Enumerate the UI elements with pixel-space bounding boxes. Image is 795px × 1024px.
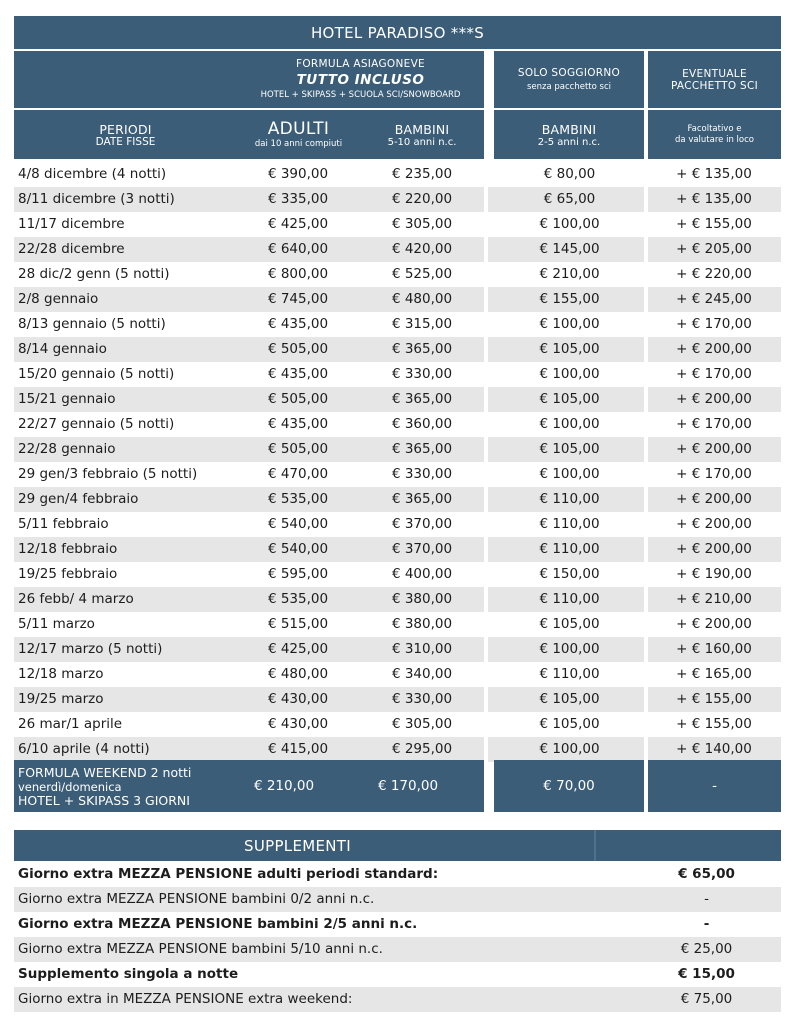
table-row bbox=[14, 262, 781, 287]
pacchetto-price: + € 200,00 bbox=[676, 341, 752, 357]
bambini-price: € 340,00 bbox=[391, 666, 453, 682]
bambini-solo-price: € 150,00 bbox=[539, 566, 600, 582]
weekend-bambini: € 170,00 bbox=[377, 778, 439, 794]
table-row bbox=[14, 612, 781, 637]
adulti-price: € 640,00 bbox=[267, 241, 329, 257]
adulti-price: € 745,00 bbox=[267, 291, 329, 307]
col-adulti-label: ADULTI bbox=[267, 119, 330, 139]
pacchetto-price: + € 170,00 bbox=[676, 466, 752, 482]
col-periodi-sub: DATE FISSE bbox=[95, 135, 156, 148]
pacchetto-price: + € 155,00 bbox=[676, 716, 752, 732]
pacchetto-price: + € 210,00 bbox=[676, 591, 752, 607]
period-cell: 28 dic/2 genn (5 notti) bbox=[18, 266, 170, 282]
adulti-price: € 435,00 bbox=[267, 316, 329, 332]
supplementi-divider bbox=[594, 830, 596, 861]
col-bambini bbox=[360, 110, 484, 159]
bambini-solo-price: € 100,00 bbox=[539, 216, 600, 232]
period-cell: 29 gen/3 febbraio (5 notti) bbox=[18, 466, 198, 482]
pacchetto-price: + € 170,00 bbox=[676, 316, 752, 332]
adulti-price: € 505,00 bbox=[267, 341, 329, 357]
bambini-price: € 370,00 bbox=[391, 516, 453, 532]
table-row bbox=[14, 187, 781, 212]
pacchetto-price: + € 140,00 bbox=[676, 741, 752, 757]
bambini-solo-price: € 105,00 bbox=[539, 616, 600, 632]
period-cell: 11/17 dicembre bbox=[18, 216, 125, 232]
table-row bbox=[14, 287, 781, 312]
col-bambini-solo bbox=[494, 110, 644, 159]
supplemento-label: Giorno extra MEZZA PENSIONE adulti periodi standard: bbox=[18, 866, 439, 882]
table-row bbox=[14, 337, 781, 362]
table-row bbox=[14, 637, 781, 662]
adulti-price: € 535,00 bbox=[267, 491, 329, 507]
bambini-solo-price: € 105,00 bbox=[539, 441, 600, 457]
column-separator bbox=[644, 537, 648, 562]
table-row bbox=[14, 712, 781, 737]
supplemento-label: Giorno extra MEZZA PENSIONE bambini 2/5 anni n.c. bbox=[18, 916, 418, 932]
adulti-price: € 595,00 bbox=[267, 566, 329, 582]
column-separator bbox=[484, 437, 488, 462]
bambini-price: € 420,00 bbox=[391, 241, 453, 257]
pacchetto-price: + € 205,00 bbox=[676, 241, 752, 257]
column-separator bbox=[644, 612, 648, 637]
period-cell: 19/25 febbraio bbox=[18, 566, 118, 582]
column-separator bbox=[484, 612, 488, 637]
table-row bbox=[14, 537, 781, 562]
column-separator bbox=[484, 212, 488, 237]
supplemento-label: Supplemento singola a notte bbox=[18, 966, 239, 982]
period-cell: 12/17 marzo (5 notti) bbox=[18, 641, 163, 657]
adulti-price: € 535,00 bbox=[267, 591, 329, 607]
supplemento-row bbox=[14, 937, 781, 962]
bambini-solo-price: € 110,00 bbox=[539, 591, 600, 607]
bambini-solo-price: € 65,00 bbox=[543, 191, 596, 207]
bambini-solo-price: € 100,00 bbox=[539, 366, 600, 382]
supplemento-value: - bbox=[704, 891, 709, 907]
bambini-price: € 365,00 bbox=[391, 491, 453, 507]
table-row bbox=[14, 562, 781, 587]
weekend-title: FORMULA WEEKEND 2 notti bbox=[18, 765, 192, 780]
pacchetto-price: + € 200,00 bbox=[676, 541, 752, 557]
adulti-price: € 800,00 bbox=[267, 266, 329, 282]
bambini-price: € 365,00 bbox=[391, 341, 453, 357]
period-cell: 8/14 gennaio bbox=[18, 341, 107, 357]
pacchetto-price: + € 165,00 bbox=[676, 666, 752, 682]
eventuale-title-1: EVENTUALE bbox=[682, 67, 747, 80]
column-separator bbox=[484, 237, 488, 262]
column-separator bbox=[644, 637, 648, 662]
supplemento-label: Giorno extra in MEZZA PENSIONE extra weekend: bbox=[18, 991, 353, 1007]
bambini-price: € 525,00 bbox=[391, 266, 453, 282]
column-separator bbox=[484, 187, 488, 212]
bambini-price: € 380,00 bbox=[391, 616, 453, 632]
table-row bbox=[14, 312, 781, 337]
period-cell: 22/28 gennaio bbox=[18, 441, 116, 457]
adulti-price: € 435,00 bbox=[267, 366, 329, 382]
bambini-price: € 400,00 bbox=[391, 566, 453, 582]
col-adulti bbox=[237, 110, 360, 159]
column-separator bbox=[484, 587, 488, 612]
column-separator bbox=[644, 187, 648, 212]
bambini-solo-price: € 100,00 bbox=[539, 316, 600, 332]
bambini-price: € 295,00 bbox=[391, 741, 453, 757]
formula-header bbox=[237, 51, 484, 108]
bambini-price: € 365,00 bbox=[391, 441, 453, 457]
bambini-price: € 365,00 bbox=[391, 391, 453, 407]
period-cell: 4/8 dicembre (4 notti) bbox=[18, 166, 167, 182]
weekend-pacchetto-cell bbox=[648, 760, 781, 812]
column-separator bbox=[644, 312, 648, 337]
pacchetto-price: + € 200,00 bbox=[676, 516, 752, 532]
adulti-price: € 415,00 bbox=[267, 741, 329, 757]
column-separator bbox=[644, 512, 648, 537]
bambini-solo-price: € 105,00 bbox=[539, 391, 600, 407]
weekend-pacchetto: - bbox=[712, 778, 717, 794]
weekend-days: venerdì/domenica bbox=[18, 780, 122, 794]
pacchetto-price: + € 170,00 bbox=[676, 366, 752, 382]
bambini-solo-price: € 105,00 bbox=[539, 341, 600, 357]
bambini-solo-price: € 145,00 bbox=[539, 241, 600, 257]
bambini-solo-price: € 105,00 bbox=[539, 716, 600, 732]
column-separator bbox=[644, 437, 648, 462]
supplemento-row bbox=[14, 962, 781, 987]
adulti-price: € 435,00 bbox=[267, 416, 329, 432]
col-adulti-sub: dai 10 anni compiuti bbox=[254, 139, 343, 149]
pacchetto-price: + € 200,00 bbox=[676, 391, 752, 407]
formula-includes: HOTEL + SKIPASS + SCUOLA SCI/SNOWBOARD bbox=[260, 90, 461, 100]
bambini-solo-price: € 80,00 bbox=[543, 166, 596, 182]
bambini-price: € 310,00 bbox=[391, 641, 453, 657]
table-row bbox=[14, 662, 781, 687]
col-pacchetto bbox=[648, 110, 781, 159]
col-periodi bbox=[14, 110, 237, 159]
period-cell: 12/18 febbraio bbox=[18, 541, 118, 557]
column-separator bbox=[484, 412, 488, 437]
column-separator bbox=[644, 287, 648, 312]
bambini-solo-price: € 100,00 bbox=[539, 416, 600, 432]
pacchetto-price: + € 170,00 bbox=[676, 416, 752, 432]
col-bambini-solo-sub: 2-5 anni n.c. bbox=[537, 136, 601, 148]
column-separator bbox=[644, 562, 648, 587]
weekend-bambini-solo: € 70,00 bbox=[543, 778, 595, 794]
column-separator bbox=[484, 487, 488, 512]
table-row bbox=[14, 437, 781, 462]
column-separator bbox=[644, 387, 648, 412]
solo-subtitle: senza pacchetto sci bbox=[526, 81, 612, 92]
bambini-solo-price: € 100,00 bbox=[539, 466, 600, 482]
col-bambini-sub: 5-10 anni n.c. bbox=[387, 136, 457, 148]
bambini-price: € 235,00 bbox=[391, 166, 453, 182]
column-separator bbox=[484, 287, 488, 312]
period-cell: 26 febb/ 4 marzo bbox=[18, 591, 134, 607]
bambini-solo-price: € 100,00 bbox=[539, 641, 600, 657]
bambini-solo-price: € 110,00 bbox=[539, 541, 600, 557]
pacchetto-price: + € 155,00 bbox=[676, 691, 752, 707]
supplemento-row bbox=[14, 862, 781, 887]
table-row bbox=[14, 587, 781, 612]
bambini-price: € 330,00 bbox=[391, 691, 453, 707]
period-cell: 15/21 gennaio bbox=[18, 391, 116, 407]
price-table bbox=[14, 162, 781, 762]
pacchetto-price: + € 155,00 bbox=[676, 216, 752, 232]
bambini-solo-price: € 110,00 bbox=[539, 666, 600, 682]
period-cell: 29 gen/4 febbraio bbox=[18, 491, 139, 507]
column-separator bbox=[484, 712, 488, 737]
bambini-solo-price: € 155,00 bbox=[539, 291, 600, 307]
weekend-label bbox=[18, 766, 191, 808]
bambini-solo-price: € 105,00 bbox=[539, 691, 600, 707]
col-pacchetto-note-2: da valutare in loco bbox=[675, 134, 754, 145]
column-separator bbox=[644, 587, 648, 612]
period-cell: 15/20 gennaio (5 notti) bbox=[18, 366, 175, 382]
adulti-price: € 515,00 bbox=[267, 616, 329, 632]
adulti-price: € 430,00 bbox=[267, 691, 329, 707]
supplemento-value: € 75,00 bbox=[680, 991, 733, 1007]
bambini-solo-price: € 100,00 bbox=[539, 741, 600, 757]
period-cell: 5/11 marzo bbox=[18, 616, 95, 632]
period-cell: 12/18 marzo bbox=[18, 666, 104, 682]
supplementi-list bbox=[14, 862, 781, 1012]
solo-title: SOLO SOGGIORNO bbox=[517, 66, 621, 79]
weekend-includes: HOTEL + SKIPASS 3 GIORNI bbox=[18, 793, 190, 808]
pacchetto-price: + € 160,00 bbox=[676, 641, 752, 657]
column-separator bbox=[484, 337, 488, 362]
column-separator bbox=[644, 162, 648, 187]
column-separator bbox=[484, 537, 488, 562]
supplementi-header: SUPPLEMENTI bbox=[14, 830, 781, 861]
col-bambini-label: BAMBINI bbox=[394, 121, 450, 137]
table-row bbox=[14, 212, 781, 237]
adulti-price: € 470,00 bbox=[267, 466, 329, 482]
bambini-price: € 370,00 bbox=[391, 541, 453, 557]
adulti-price: € 480,00 bbox=[267, 666, 329, 682]
table-row bbox=[14, 737, 781, 762]
bambini-price: € 480,00 bbox=[391, 291, 453, 307]
pacchetto-price: + € 135,00 bbox=[676, 166, 752, 182]
pacchetto-price: + € 190,00 bbox=[676, 566, 752, 582]
bambini-price: € 380,00 bbox=[391, 591, 453, 607]
column-separator bbox=[644, 337, 648, 362]
pacchetto-price: + € 200,00 bbox=[676, 441, 752, 457]
period-cell: 22/27 gennaio (5 notti) bbox=[18, 416, 175, 432]
column-separator bbox=[644, 412, 648, 437]
supplemento-label: Giorno extra MEZZA PENSIONE bambini 0/2 anni n.c. bbox=[18, 891, 375, 907]
column-separator bbox=[484, 562, 488, 587]
column-separator bbox=[644, 237, 648, 262]
supplemento-value: € 25,00 bbox=[680, 941, 733, 957]
adulti-price: € 425,00 bbox=[267, 216, 329, 232]
column-separator bbox=[484, 462, 488, 487]
column-separator bbox=[484, 637, 488, 662]
solo-soggiorno-header bbox=[494, 51, 644, 108]
hotel-title: HOTEL PARADISO ***S bbox=[14, 16, 781, 49]
adulti-price: € 505,00 bbox=[267, 441, 329, 457]
column-separator bbox=[644, 212, 648, 237]
column-separator bbox=[644, 487, 648, 512]
column-separator bbox=[484, 387, 488, 412]
period-cell: 22/28 dicembre bbox=[18, 241, 125, 257]
column-separator bbox=[484, 312, 488, 337]
table-row bbox=[14, 387, 781, 412]
period-cell: 5/11 febbraio bbox=[18, 516, 109, 532]
period-cell: 6/10 aprile (4 notti) bbox=[18, 741, 150, 757]
supplemento-value: € 65,00 bbox=[678, 866, 735, 882]
supplemento-row bbox=[14, 987, 781, 1012]
pacchetto-price: + € 220,00 bbox=[676, 266, 752, 282]
period-cell: 8/11 dicembre (3 notti) bbox=[18, 191, 175, 207]
col-bambini-solo-label: BAMBINI bbox=[541, 121, 597, 137]
adulti-price: € 425,00 bbox=[267, 641, 329, 657]
table-row bbox=[14, 512, 781, 537]
column-separator bbox=[484, 362, 488, 387]
weekend-adulti: € 210,00 bbox=[253, 778, 315, 794]
pacchetto-price: + € 200,00 bbox=[676, 491, 752, 507]
supplemento-row bbox=[14, 912, 781, 937]
bambini-price: € 305,00 bbox=[391, 716, 453, 732]
bambini-solo-price: € 110,00 bbox=[539, 491, 600, 507]
period-cell: 2/8 gennaio bbox=[18, 291, 99, 307]
column-separator bbox=[644, 712, 648, 737]
eventuale-header bbox=[648, 51, 781, 108]
column-separator bbox=[644, 362, 648, 387]
supplemento-value: - bbox=[703, 916, 710, 932]
table-row bbox=[14, 362, 781, 387]
bambini-price: € 315,00 bbox=[391, 316, 453, 332]
weekend-row bbox=[14, 760, 484, 812]
supplemento-label: Giorno extra MEZZA PENSIONE bambini 5/10 anni n.c. bbox=[18, 941, 383, 957]
period-cell: 19/25 marzo bbox=[18, 691, 104, 707]
column-separator bbox=[484, 262, 488, 287]
pacchetto-price: + € 200,00 bbox=[676, 616, 752, 632]
table-row bbox=[14, 487, 781, 512]
col-pacchetto-note-1: Facoltativo e bbox=[687, 123, 742, 134]
weekend-bambini-solo-cell bbox=[494, 760, 644, 812]
adulti-price: € 540,00 bbox=[267, 541, 329, 557]
eventuale-title-2: PACCHETTO SCI bbox=[670, 79, 759, 92]
adulti-price: € 335,00 bbox=[267, 191, 329, 207]
column-separator bbox=[644, 687, 648, 712]
column-separator bbox=[644, 462, 648, 487]
period-cell: 26 mar/1 aprile bbox=[18, 716, 123, 732]
bambini-solo-price: € 210,00 bbox=[539, 266, 600, 282]
table-row bbox=[14, 462, 781, 487]
pacchetto-price: + € 245,00 bbox=[676, 291, 752, 307]
bambini-price: € 330,00 bbox=[391, 366, 453, 382]
pacchetto-price: + € 135,00 bbox=[676, 191, 752, 207]
bambini-price: € 360,00 bbox=[391, 416, 453, 432]
bambini-price: € 305,00 bbox=[391, 216, 453, 232]
column-separator bbox=[484, 512, 488, 537]
col-periodi-label: PERIODI bbox=[99, 121, 152, 137]
period-cell: 8/13 gennaio (5 notti) bbox=[18, 316, 166, 332]
bambini-price: € 220,00 bbox=[391, 191, 453, 207]
column-separator bbox=[644, 662, 648, 687]
header-left-block bbox=[14, 51, 237, 108]
supplemento-row bbox=[14, 887, 781, 912]
column-separator bbox=[484, 687, 488, 712]
table-row bbox=[14, 687, 781, 712]
column-separator bbox=[484, 737, 488, 762]
column-separator bbox=[644, 262, 648, 287]
adulti-price: € 430,00 bbox=[267, 716, 329, 732]
adulti-price: € 390,00 bbox=[267, 166, 329, 182]
column-separator bbox=[484, 662, 488, 687]
adulti-price: € 505,00 bbox=[267, 391, 329, 407]
formula-name: FORMULA ASIAGONEVE bbox=[295, 58, 425, 70]
supplemento-value: € 15,00 bbox=[678, 966, 735, 982]
bambini-price: € 330,00 bbox=[391, 466, 453, 482]
bambini-solo-price: € 110,00 bbox=[539, 516, 600, 532]
table-row bbox=[14, 237, 781, 262]
adulti-price: € 540,00 bbox=[267, 516, 329, 532]
table-row bbox=[14, 412, 781, 437]
formula-brand: TUTTO INCLUSO bbox=[296, 72, 425, 88]
column-separator bbox=[484, 162, 488, 187]
table-row bbox=[14, 162, 781, 187]
column-separator bbox=[644, 737, 648, 762]
